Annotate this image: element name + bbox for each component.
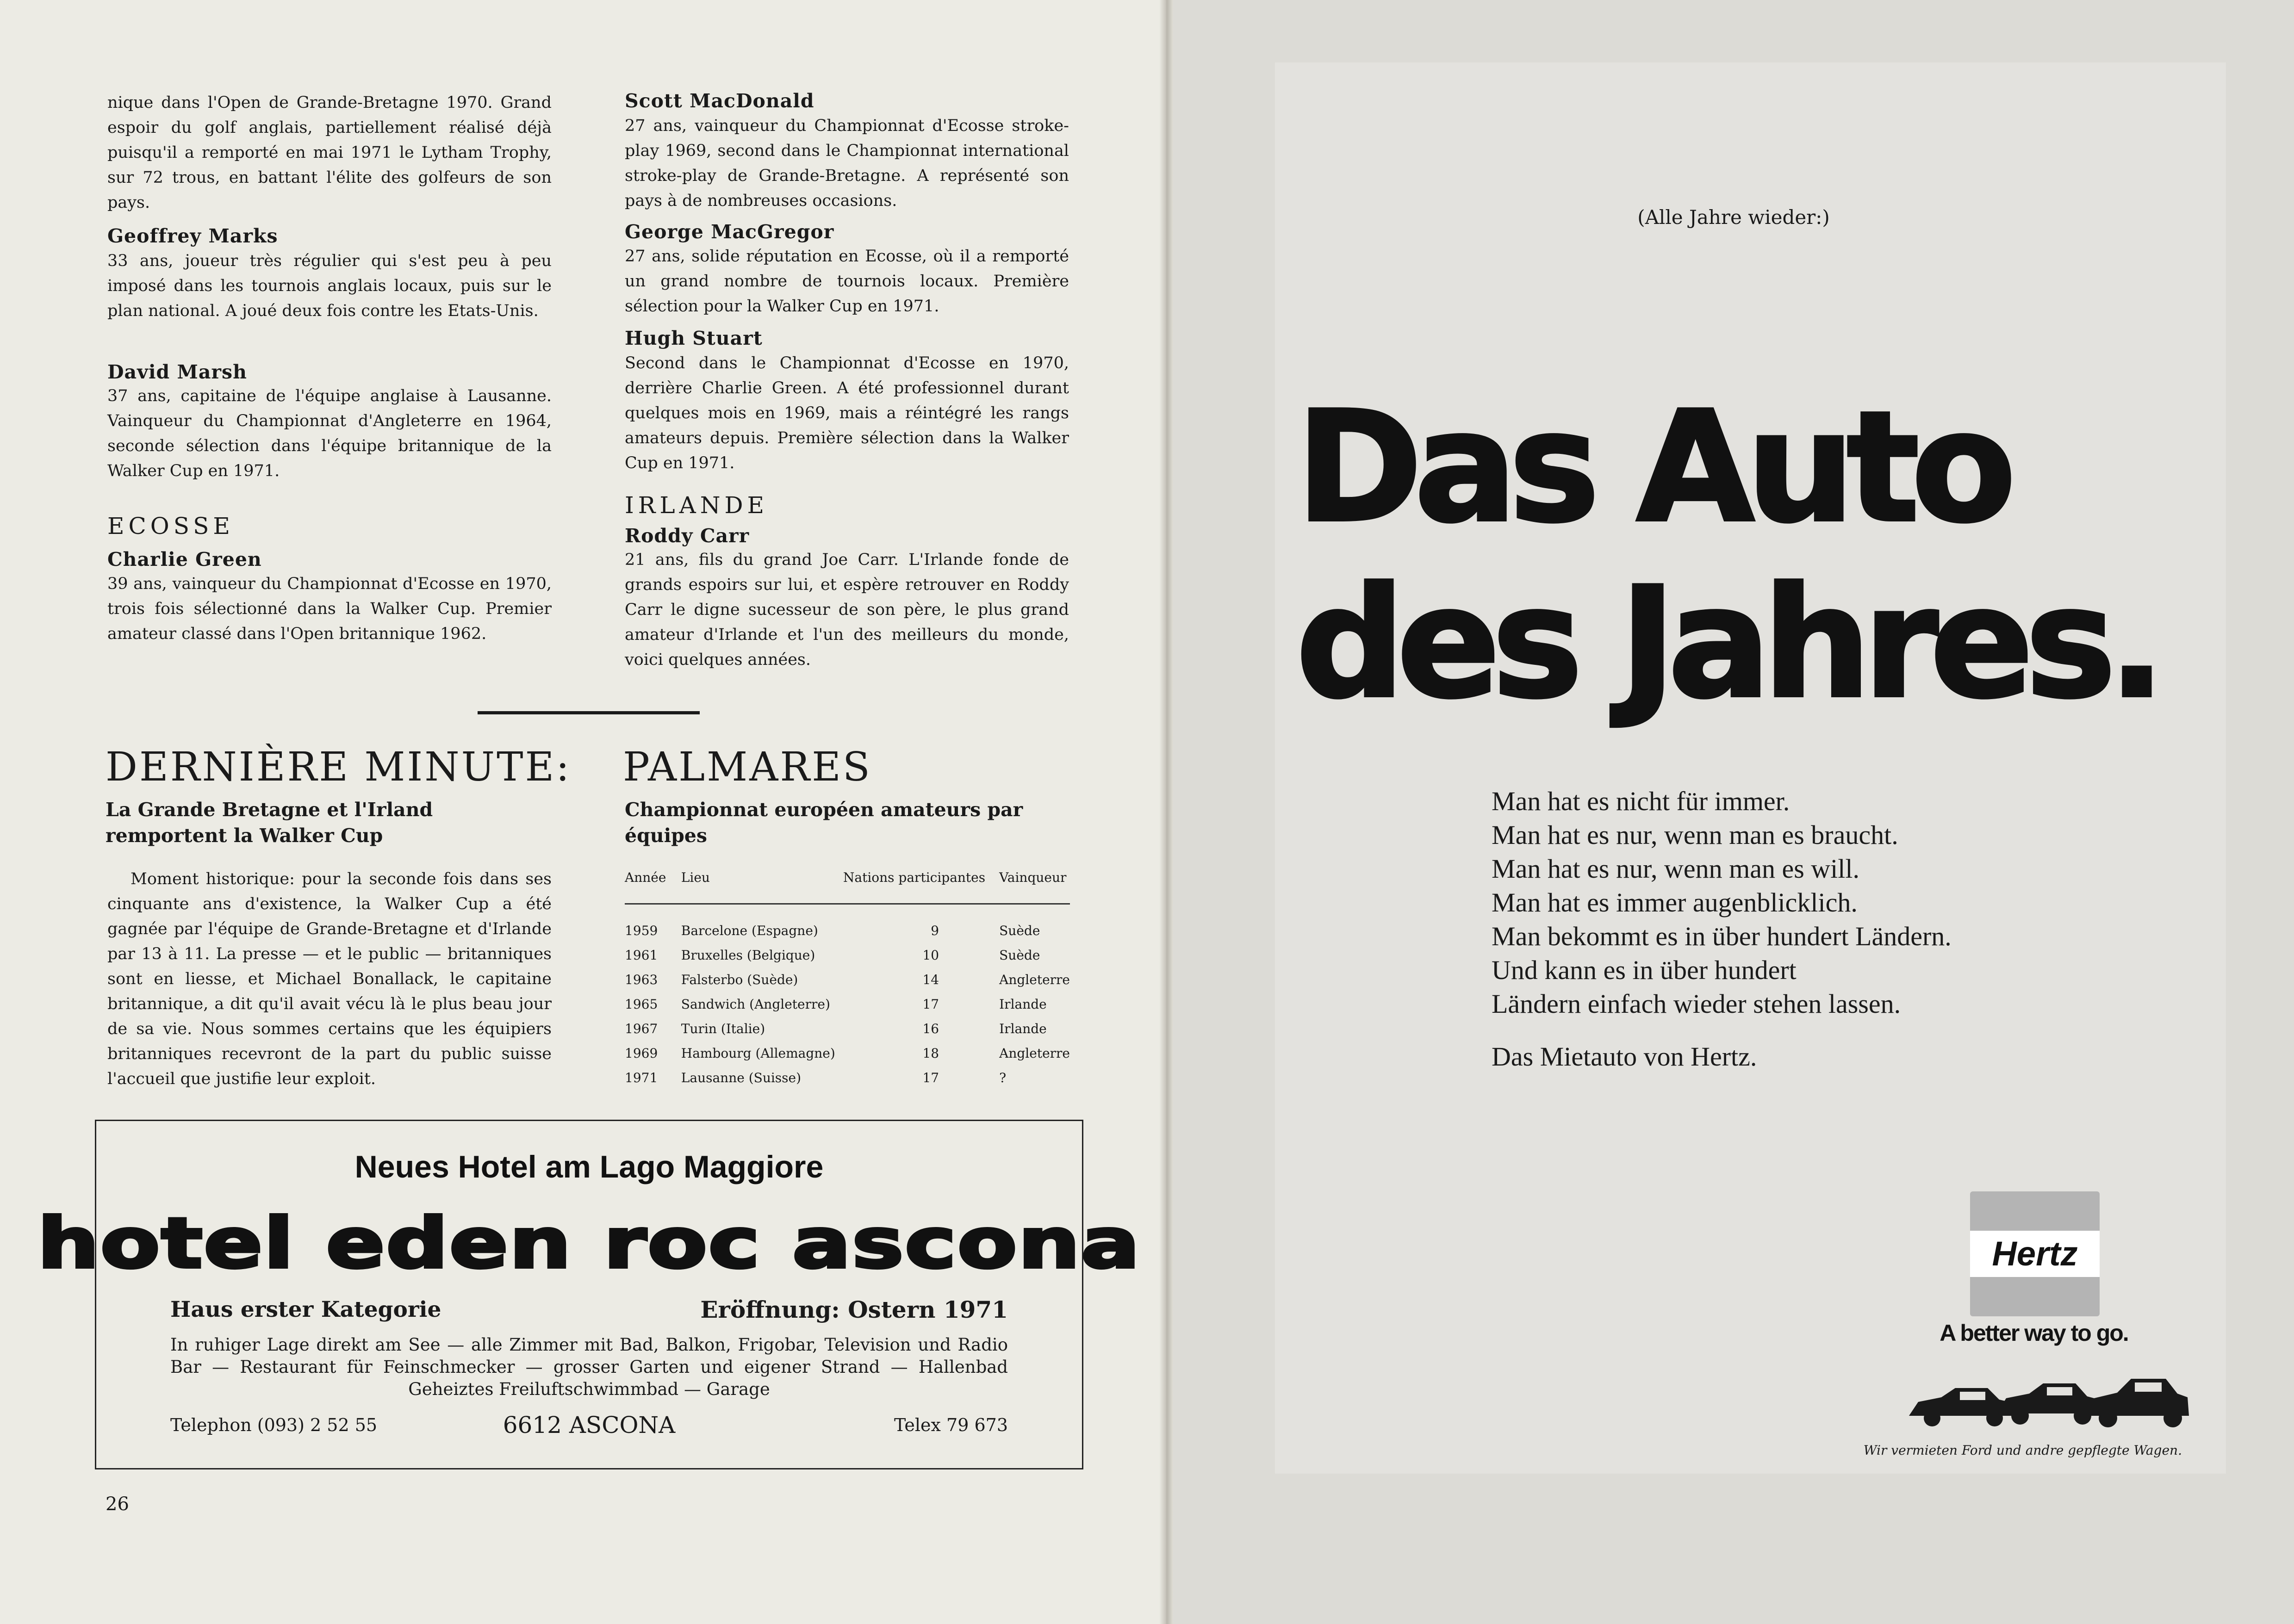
player-name-macdonald: Scott MacDonald [625, 90, 814, 112]
palmares-place: Falsterbo (Suède) [681, 972, 798, 987]
palmares-row [625, 943, 1070, 967]
hotel-description-line2: Bar — Restaurant für Feinschmecker — grosser Garten und eigener Strand — Hallenbad [170, 1357, 1008, 1377]
palmares-row [625, 904, 1070, 943]
hotel-description-line3: Geheiztes Freiluftschwimmbad — Garage [408, 1379, 770, 1399]
palmares-winner: Irlande [999, 1021, 1047, 1036]
ad-copy [1492, 784, 2186, 1021]
palmares-title: PALMARES [623, 744, 872, 790]
palmares-year: 1963 [625, 972, 658, 987]
player-name-carr: Roddy Carr [625, 525, 750, 547]
palmares-place: Barcelone (Espagne) [681, 923, 818, 938]
palmares-row [625, 1041, 1070, 1066]
hotel-ad-title: Neues Hotel am Lago Maggiore [354, 1149, 824, 1184]
palmares-year: 1959 [625, 923, 658, 938]
section-heading-ecosse: ECOSSE [107, 513, 234, 539]
palmares-winner: ? [999, 1070, 1007, 1085]
ad-headline-line1: Das Auto [1296, 378, 2008, 556]
palmares-table-wrap [625, 870, 1070, 1090]
palmares-row [625, 992, 1070, 1017]
player-bio-carr: 21 ans, fils du grand Joe Carr. L'Irlande fonde de grands espoirs sur lui, et espère retrouver en Roddy Carr le digne sucesseur de son père, le plus grand amateur d'Irlande et l'un des meilleurs du monde, voici quelques années. [625, 551, 1069, 669]
palmares-nations: 10 [922, 948, 939, 963]
palmares-header-nations: Nations participantes [843, 870, 986, 885]
hertz-logo-box [1970, 1191, 2100, 1316]
palmares-year: 1967 [625, 1021, 658, 1036]
player-bio-macgregor: 27 ans, solide réputation en Ecosse, où il a remporté un grand nombre de tournois locaux. Première sélection pour la Walker Cup en 1971. [625, 247, 1069, 316]
hotel-city: 6612 ASCONA [503, 1412, 676, 1438]
hertz-slogan: A better way to go. [1940, 1320, 2128, 1346]
palmares-place: Sandwich (Angleterre) [681, 997, 830, 1012]
palmares-place: Hambourg (Allemagne) [681, 1046, 835, 1061]
derniere-minute-subtitle: La Grande Bretagne et l'Irland remportent la Walker Cup [106, 799, 433, 847]
player-bio-green: 39 ans, vainqueur du Championnat d'Ecosse en 1970, trois fois sélectionné dans la Walker Cup. Premier amateur classé dans l'Open britannique 1962. [107, 575, 552, 643]
palmares-nations: 16 [922, 1021, 939, 1036]
derniere-minute-text: Moment historique: pour la seconde fois dans ses cinquante ans d'existence, la Walker Cup a été gagnée par l'équipe de Grande-Bretagne et d'Irlande par 13 à 11. La presse — et le public — britanniques sont en liesse, et Michael Bonallack, le capitaine britannique, a dit qu'il avait vécu là le plus beau jour de sa vie. Nous sommes certains que les équipiers britanniques recevront de la part du public suisse l'accueil que justifie leur exploit. [107, 870, 552, 1088]
palmares-place: Turin (Italie) [681, 1021, 765, 1036]
hotel-advertisement [37, 1120, 1141, 1469]
ad-copy-line: Man hat es nur, wenn man es will. [1492, 854, 1860, 884]
hotel-opening: Eröffnung: Ostern 1971 [700, 1296, 1008, 1323]
palmares-nations: 17 [922, 997, 939, 1012]
section-heading-irlande: IRLANDE [625, 492, 769, 519]
palmares-header-place: Lieu [681, 870, 710, 885]
palmares-table [625, 870, 1070, 1090]
player-name-green: Charlie Green [107, 548, 262, 570]
palmares-subtitle: Championnat européen amateurs par équipes [625, 799, 1023, 847]
palmares-winner: Suède [999, 923, 1040, 938]
player-bio-stuart: Second dans le Championnat d'Ecosse en 1970, derrière Charlie Green. A été professionnel durant quelques mois en 1969, mais a réintégré les rangs amateurs depuis. Première sélection dans la Walker Cup en 1971. [625, 354, 1069, 472]
ad-copy-line: Und kann es in über hundert [1492, 955, 1797, 985]
ad-footnote: Wir vermieten Ford und andre gepflegte Wagen. [1863, 1443, 2182, 1458]
ad-copy-line: Man hat es nur, wenn man es braucht. [1492, 820, 1898, 850]
palmares-winner: Suède [999, 948, 1040, 963]
palmares-nations: 9 [931, 923, 939, 938]
hotel-telex: Telex 79 673 [894, 1415, 1008, 1435]
section-divider [478, 711, 700, 714]
player-bio-macdonald: 27 ans, vainqueur du Championnat d'Ecosse stroke-play 1969, second dans le Championnat international stroke-play de Grande-Bretagne. A représenté son pays à de nombreuses occasions. [625, 117, 1069, 210]
palmares-winner: Irlande [999, 997, 1047, 1012]
ad-copy-line: Man hat es immer augenblicklich. [1492, 887, 1858, 917]
player-name-marks: Geoffrey Marks [107, 225, 278, 247]
palmares-nations: 18 [922, 1046, 939, 1061]
palmares-year: 1961 [625, 948, 658, 963]
palmares-place: Lausanne (Suisse) [681, 1070, 802, 1085]
ad-copy-line: Man hat es nicht für immer. [1492, 786, 1790, 816]
player-bio-marsh: 37 ans, capitaine de l'équipe anglaise à Lausanne. Vainqueur du Championnat d'Angleterre en 1964, seconde sélection dans l'équipe britannique de la Walker Cup en 1971. [107, 387, 552, 480]
hotel-category: Haus erster Kategorie [170, 1297, 441, 1322]
hertz-logo-text: Hertz [1970, 1231, 2100, 1277]
ad-copy-line: Ländern einfach wieder stehen lassen. [1492, 989, 1901, 1019]
page-gutter [1159, 0, 1173, 1624]
hotel-description-line1: In ruhiger Lage direkt am See — alle Zimmer mit Bad, Balkon, Frigobar, Television und Radio [170, 1335, 1008, 1355]
palmares-row [625, 967, 1070, 992]
palmares-row [625, 1017, 1070, 1041]
player-name-marsh: David Marsh [107, 361, 247, 383]
palmares-header-row [625, 870, 1070, 904]
palmares-nations: 14 [922, 972, 939, 987]
palmares-header-winner: Vainqueur [999, 870, 1067, 885]
palmares-winner: Angleterre [999, 972, 1070, 987]
palmares-year: 1969 [625, 1046, 658, 1061]
right-page-hertz-ad [1173, 0, 2294, 1624]
palmares-place: Bruxelles (Belgique) [681, 948, 815, 963]
palmares-nations: 17 [922, 1070, 939, 1085]
page-number: 26 [106, 1494, 129, 1515]
palmares-header-year: Année [625, 870, 666, 885]
palmares-row [625, 1066, 1070, 1090]
ad-tagline: (Alle Jahre wieder:) [1637, 206, 1830, 229]
player-bio-marks: 33 ans, joueur très régulier qui s'est peu à peu imposé dans les tournois anglais locaux, puis sur le plan national. A joué deux fois contre les Etats-Unis. [107, 252, 552, 320]
ad-copy-line: Man bekommt es in über hundert Ländern. [1492, 921, 1952, 951]
derniere-minute-title: DERNIÈRE MINUTE: [106, 744, 572, 790]
palmares-winner: Angleterre [999, 1046, 1070, 1061]
ad-closing: Das Mietauto von Hertz. [1492, 1041, 1757, 1072]
player-name-macgregor: George MacGregor [625, 221, 834, 243]
ad-headline-line2: des Jahres. [1296, 554, 2158, 732]
col1-intro: nique dans l'Open de Grande-Bretagne 1970. Grand espoir du golf anglais, partiellement réalisé déjà puisqu'il a remporté en mai 1971 le Lytham Trophy, sur 72 trous, en battant l'élite des golfeurs de son pays. [107, 93, 552, 212]
player-name-stuart: Hugh Stuart [625, 327, 763, 349]
hotel-phone: Telephon (093) 2 52 55 [170, 1415, 378, 1435]
cars-illustration [1904, 1370, 2191, 1439]
palmares-year: 1965 [625, 997, 658, 1012]
palmares-year: 1971 [625, 1070, 658, 1085]
hotel-logo: hotel eden roc ascona [37, 1203, 1141, 1284]
